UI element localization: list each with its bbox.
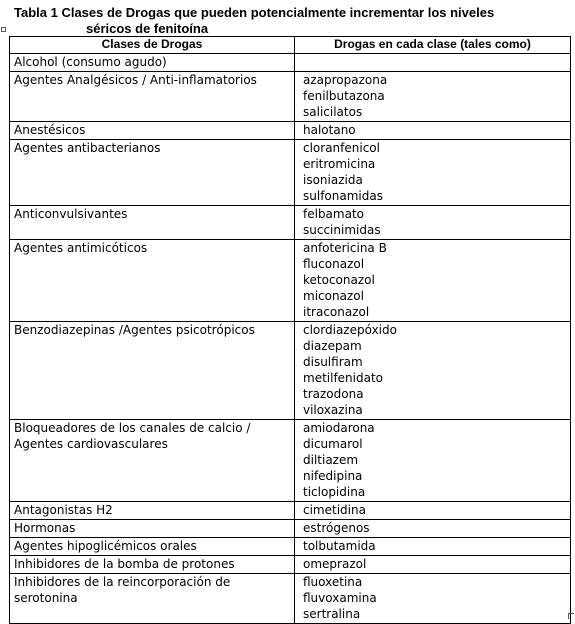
drug-list-cell xyxy=(295,538,571,556)
drug-class-cell: Bloqueadores de los canales de calcio / Agentes cardiovasculares xyxy=(10,420,295,502)
drug-name: salicilatos xyxy=(303,105,363,119)
table-row xyxy=(10,538,571,556)
drug-list-cell xyxy=(295,502,571,520)
table-header-row xyxy=(10,37,571,54)
drug-name: amiodarona xyxy=(303,421,375,435)
drug-list-cell xyxy=(295,54,571,72)
drug-name: fluconazol xyxy=(303,257,365,271)
table-row xyxy=(10,206,571,240)
header-drug-classes: Clases de Drogas xyxy=(10,37,295,54)
drug-name: fenilbutazona xyxy=(303,89,385,103)
drug-name: clordiazepóxido xyxy=(303,323,397,337)
drug-class-cell: Inhibidores de la reincorporación de serotonina xyxy=(10,574,295,624)
table-row xyxy=(10,54,571,72)
table-row xyxy=(10,420,571,502)
table-row xyxy=(10,520,571,538)
drug-name: itraconazol xyxy=(303,305,370,319)
table-row xyxy=(10,72,571,122)
drug-name: miconazol xyxy=(303,289,364,303)
drug-class-cell: Benzodiazepinas /Agentes psicotrópicos xyxy=(10,322,295,420)
table-title-line-2: séricos de fenitoína xyxy=(86,21,209,36)
drug-name: diltiazem xyxy=(303,453,359,467)
drug-name: tolbutamida xyxy=(303,539,376,553)
drug-list-cell xyxy=(295,574,571,624)
drug-list-cell xyxy=(295,556,571,574)
table-row xyxy=(10,122,571,140)
drug-name: ticlopidina xyxy=(303,485,366,499)
drug-name: eritromicina xyxy=(303,157,376,171)
drug-name: ketoconazol xyxy=(303,273,375,287)
drug-class-cell: Agentes Analgésicos / Anti-inflamatorios xyxy=(10,72,295,122)
drug-class-cell: Agentes antibacterianos xyxy=(10,140,295,206)
drug-name: isoniazida xyxy=(303,173,363,187)
table-anchor-icon xyxy=(1,27,6,32)
drug-classes-table xyxy=(9,36,571,624)
drug-name: azapropazona xyxy=(303,73,388,87)
drug-name: cloranfenicol xyxy=(303,141,380,155)
table-resize-handle-icon[interactable] xyxy=(568,613,574,619)
drug-list-cell xyxy=(295,240,571,322)
drug-name: sulfonamidas xyxy=(303,189,383,203)
drug-name: fluvoxamina xyxy=(303,591,377,605)
drug-class-cell: Alcohol (consumo agudo) xyxy=(10,54,295,72)
header-drugs-in-class: Drogas en cada clase (tales como) xyxy=(295,37,571,54)
drug-name: metilfenidato xyxy=(303,371,384,385)
drug-name: viloxazina xyxy=(303,403,363,417)
table-row xyxy=(10,502,571,520)
drug-name: dicumarol xyxy=(303,437,363,451)
drug-name: diazepam xyxy=(303,339,362,353)
drug-list-cell xyxy=(295,72,571,122)
drug-class-cell: Anticonvulsivantes xyxy=(10,206,295,240)
drug-name: fluoxetina xyxy=(303,575,363,589)
drug-class-cell: Agentes hipoglicémicos orales xyxy=(10,538,295,556)
drug-name: nifedipina xyxy=(303,469,363,483)
drug-list-cell xyxy=(295,206,571,240)
drug-name: cimetidina xyxy=(303,503,366,517)
table-row xyxy=(10,574,571,624)
drug-name: omeprazol xyxy=(303,557,367,571)
table-row xyxy=(10,140,571,206)
drug-class-cell: Anestésicos xyxy=(10,122,295,140)
table-row xyxy=(10,240,571,322)
table-row xyxy=(10,556,571,574)
table-title xyxy=(14,5,559,37)
drug-name: felbamato xyxy=(303,207,365,221)
drug-list-cell xyxy=(295,322,571,420)
drug-name: halotano xyxy=(303,123,356,137)
drug-class-cell: Agentes antimicóticos xyxy=(10,240,295,322)
table-title-line-1: Tabla 1 Clases de Drogas que pueden potencialmente incrementar los niveles xyxy=(14,5,495,20)
table-body xyxy=(10,54,571,624)
drug-name: anfotericina B xyxy=(303,241,387,255)
drug-name: sertralina xyxy=(303,607,361,621)
drug-class-cell: Inhibidores de la bomba de protones xyxy=(10,556,295,574)
drug-list-cell xyxy=(295,520,571,538)
drug-name: succinimidas xyxy=(303,223,381,237)
drug-list-cell xyxy=(295,140,571,206)
table-row xyxy=(10,322,571,420)
drug-list-cell xyxy=(295,122,571,140)
drug-name: trazodona xyxy=(303,387,364,401)
drug-class-cell: Hormonas xyxy=(10,520,295,538)
drug-list-cell xyxy=(295,420,571,502)
drug-name: estrógenos xyxy=(303,521,370,535)
drug-name: disulfiram xyxy=(303,355,363,369)
drug-class-cell: Antagonistas H2 xyxy=(10,502,295,520)
